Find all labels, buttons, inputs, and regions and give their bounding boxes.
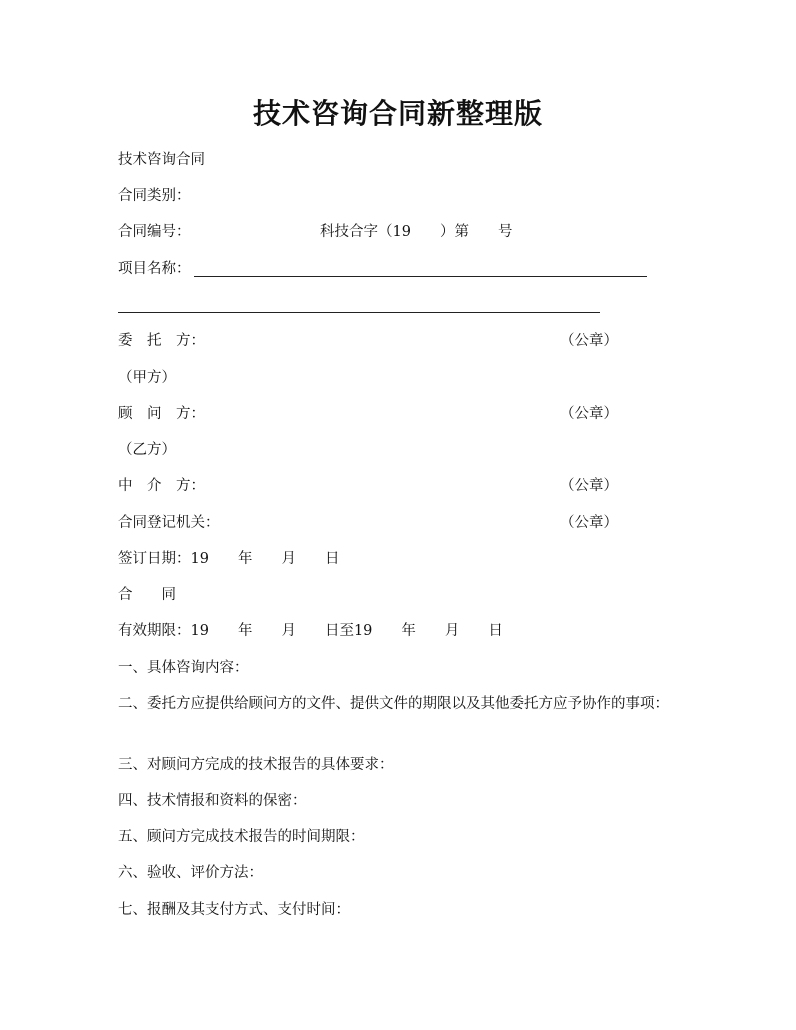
intermediary-seal: （公章） [560,478,618,494]
party-b-note: （乙方） [118,442,176,458]
subtitle: 技术咨询合同 [118,152,205,168]
party-a-label: 委 托 方： [118,333,205,349]
party-a-note: （甲方） [118,370,176,386]
sign-date: 签订日期：19 年 月 日 [118,551,340,567]
section-6: 六、验收、评价方法： [118,865,263,881]
party-b-seal: （公章） [560,406,618,422]
registry-seal: （公章） [560,515,618,531]
project-name-rule [194,276,647,277]
intermediary-label: 中 介 方： [118,478,205,494]
project-name-rule-2 [118,312,600,313]
number-value: 科技合字（19 ）第 号 [320,224,513,240]
project-label: 项目名称： [118,261,191,277]
section-2: 二、委托方应提供给顾问方的文件、提供文件的期限以及其他委托方应予协作的事项： [118,696,669,712]
section-5: 五、顾问方完成技术报告的时间期限： [118,829,365,845]
section-7: 七、报酬及其支付方式、支付时间： [118,902,350,918]
party-a-seal: （公章） [560,333,618,349]
party-b-label: 顾 问 方： [118,406,205,422]
page-title: 技术咨询合同新整理版 [252,97,543,130]
number-label: 合同编号： [118,224,191,240]
section-1: 一、具体咨询内容： [118,660,249,676]
registry-label: 合同登记机关： [118,515,220,531]
section-4: 四、技术情报和资料的保密： [118,793,307,809]
section-3: 三、对顾问方完成的技术报告的具体要求： [118,757,394,773]
contract-label: 合 同 [118,587,176,603]
category-field: 合同类别： [118,188,191,204]
validity-period: 有效期限：19 年 月 日至19 年 月 日 [118,623,503,639]
